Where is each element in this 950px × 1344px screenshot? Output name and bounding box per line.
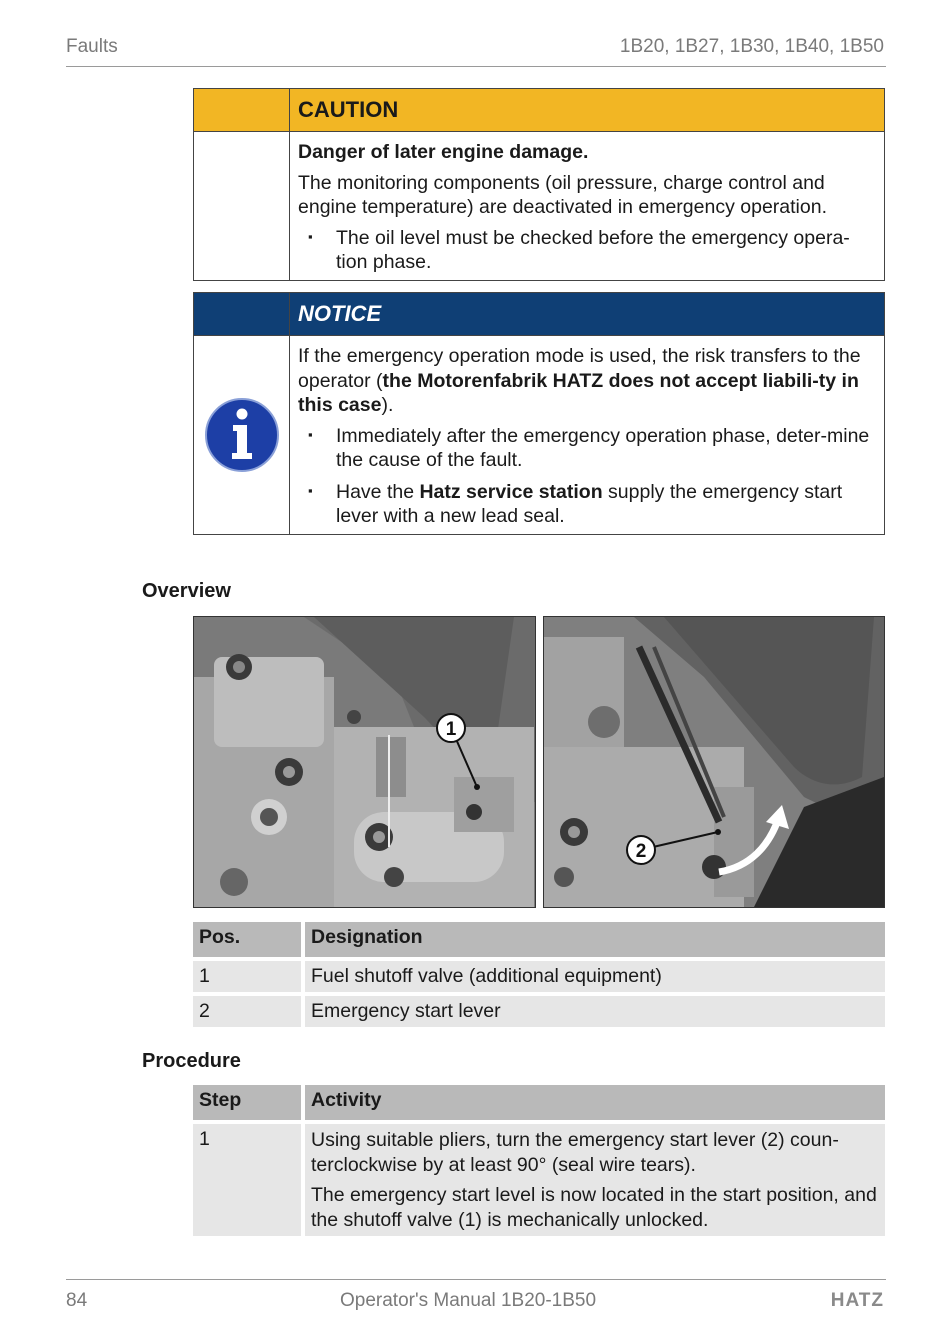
caution-bar bbox=[194, 89, 884, 131]
caution-heading: Danger of later engine damage. bbox=[298, 141, 589, 163]
manual-title: Operator's Manual 1B20-1B50 bbox=[340, 1290, 597, 1311]
engine-photo-valve bbox=[193, 616, 536, 908]
step-header: Step bbox=[193, 1085, 301, 1120]
table-row: 1 Fuel shutoff valve (additional equipment) bbox=[193, 961, 885, 992]
procedure-table bbox=[193, 1085, 885, 1236]
designation-header: Designation bbox=[305, 922, 885, 957]
pos-header: Pos. bbox=[193, 922, 301, 957]
overview-heading: Overview bbox=[142, 580, 231, 602]
table-row: 1 Using suitable pliers, turn the emergency start lever (2) coun-terclockwise by at least 90° (seal wire tears). The emergency start level is now located in the start position, and the shutoff valve (1) is mechanically unlocked. bbox=[193, 1124, 885, 1236]
caution-text: The monitoring components (oil pressure, charge control and engine temperature) are deactivated in emergency operation. bbox=[298, 171, 827, 218]
notice-bullet-1: ▪ Immediately after the emergency operation phase, deter-mine the cause of the fault. bbox=[298, 424, 874, 473]
notice-bullet-2: ▪ Have the Hatz service station supply the emergency start lever with a new lead seal. bbox=[298, 480, 874, 529]
header-model-list: 1B20, 1B27, 1B30, 1B40, 1B50 bbox=[619, 36, 884, 57]
header-section-title: Faults bbox=[66, 36, 118, 57]
notice-box bbox=[193, 292, 885, 535]
engine-photo-lever bbox=[543, 616, 885, 908]
activity-text-2: The emergency start level is now located in the start position, and the shutoff valve (1) is mechanically unlocked. bbox=[311, 1184, 877, 1231]
notice-text: If the emergency operation mode is used, the risk transfers to the operator (the Motorenfabrik HATZ does not accept liabili-ty in this case). bbox=[298, 345, 861, 416]
callout-1: 1 bbox=[445, 719, 457, 740]
activity-header: Activity bbox=[305, 1085, 885, 1120]
activity-text-1: Using suitable pliers, turn the emergency start lever (2) coun-terclockwise by at least 90° (seal wire tears). bbox=[311, 1129, 839, 1176]
notice-title: NOTICE bbox=[298, 301, 382, 326]
footer-divider bbox=[66, 1279, 886, 1280]
caution-title: CAUTION bbox=[298, 97, 399, 122]
page-number: 84 bbox=[66, 1290, 88, 1311]
info-icon bbox=[204, 397, 280, 473]
header-divider bbox=[66, 66, 886, 67]
table-row: 2 Emergency start lever bbox=[193, 996, 885, 1027]
caution-box bbox=[193, 88, 885, 281]
caution-bullet: ▪ The oil level must be checked before the emergency opera-tion phase. bbox=[298, 226, 874, 275]
hatz-logo: HATZ bbox=[830, 1290, 884, 1311]
notice-bar bbox=[194, 293, 884, 335]
info-icon-cell bbox=[194, 336, 290, 534]
position-table bbox=[193, 922, 885, 1027]
callout-2: 2 bbox=[635, 841, 647, 862]
procedure-heading: Procedure bbox=[142, 1050, 241, 1072]
